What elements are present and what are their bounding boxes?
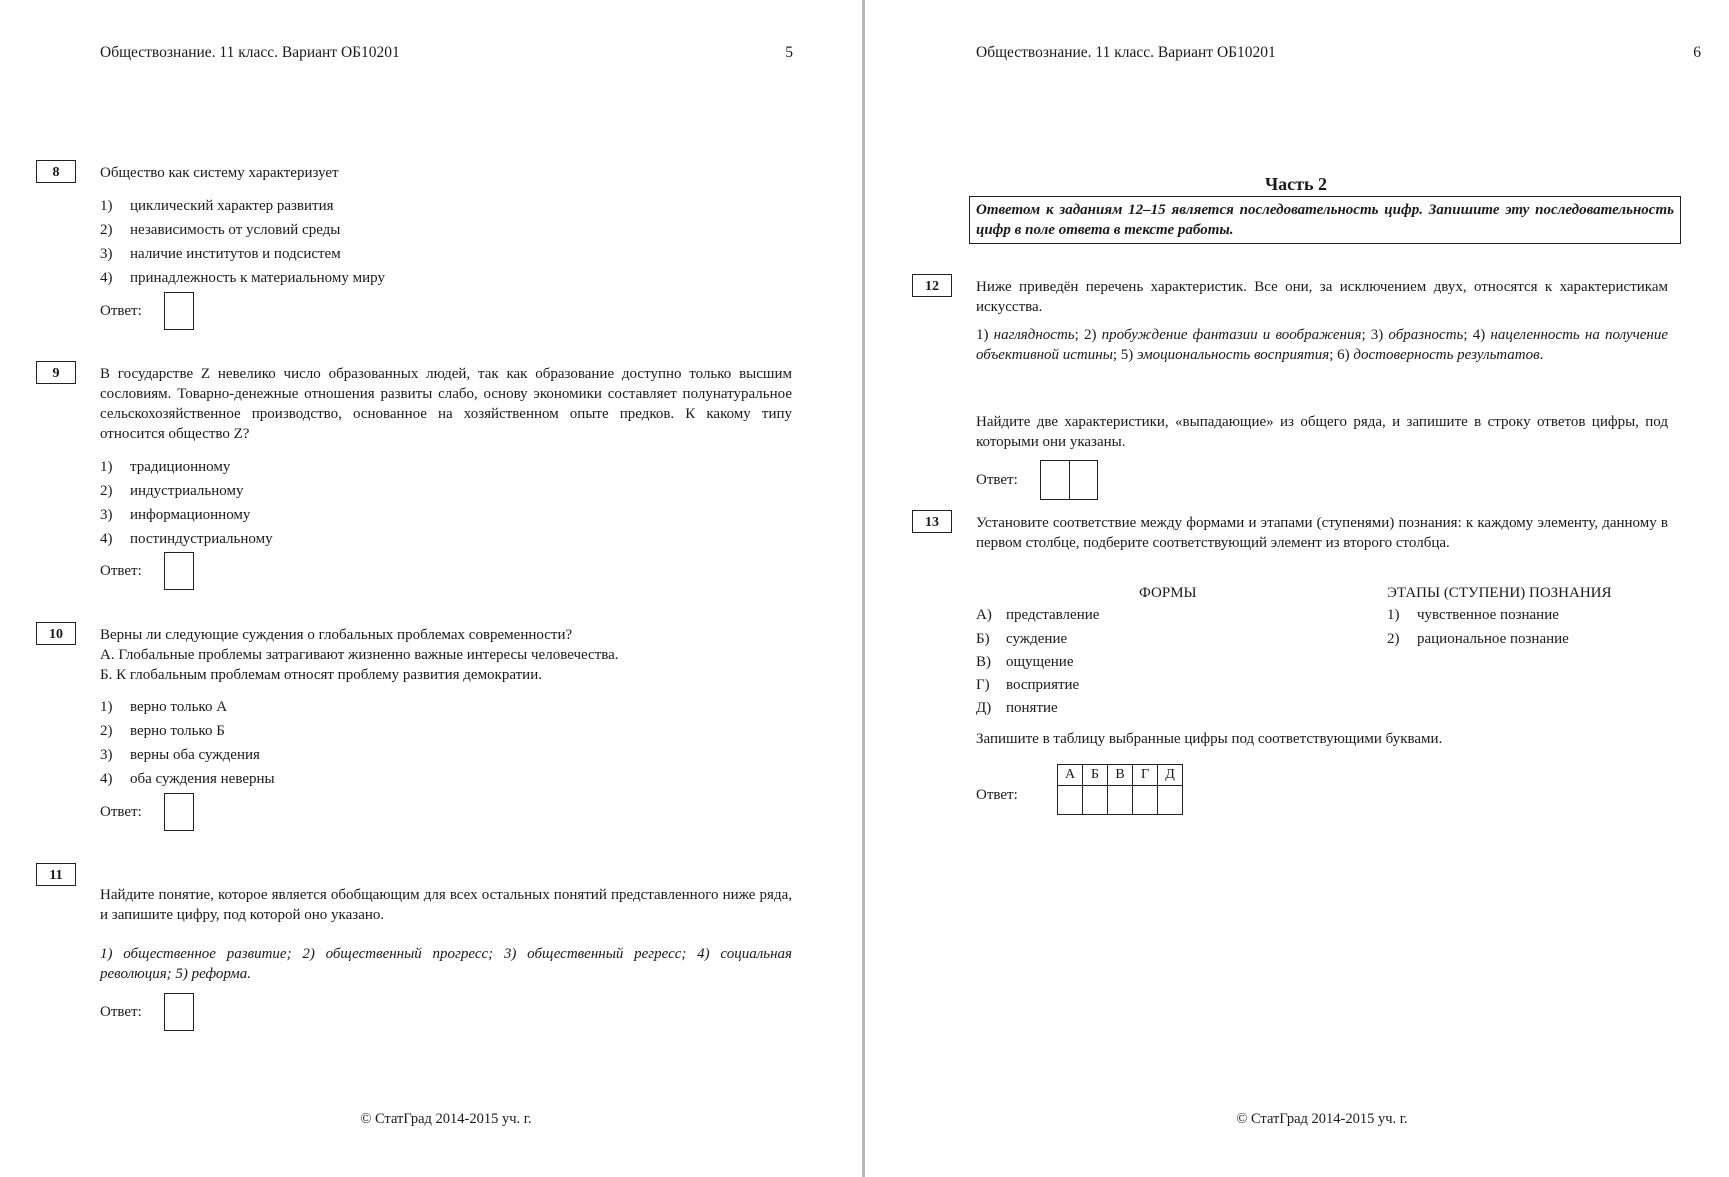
option-number: 4) <box>100 270 113 286</box>
option-text: верно только А <box>130 699 228 715</box>
answer-box-q9[interactable] <box>164 552 194 590</box>
item-sep: ; <box>1329 347 1334 363</box>
part-title: Часть 2 <box>1264 174 1328 194</box>
q9-option-4[interactable] <box>100 528 273 550</box>
item-sep: ; <box>1463 327 1468 343</box>
form-item-a <box>976 604 1099 626</box>
q10-option-4[interactable] <box>100 768 275 790</box>
item-number: 4) <box>1472 327 1486 343</box>
question-9-text: В государстве Z невелико число образованных людей, так как образование доступно только высшим сословиям. Товарно-денежные отношения развиты слабо, основу экономики составляет полунатуральное сельскохозяйственное производство, основанное на хозяйственном опыте предков. К какому типу относится общество Z? <box>100 366 792 442</box>
question-number-13: 13 <box>912 510 952 533</box>
stage-text: чувственное познание <box>1417 607 1559 623</box>
q8-option-1[interactable] <box>100 195 334 217</box>
option-number: 1) <box>100 198 113 214</box>
item-number: 1) <box>976 327 989 343</box>
page-footer: © СтатГрад 2014-2015 уч. г. <box>360 1111 532 1127</box>
question-number-8: 8 <box>36 160 76 183</box>
form-text: ощущение <box>1006 654 1074 670</box>
stage-number: 1) <box>1387 607 1400 623</box>
question-10-statement-a: А. Глобальные проблемы затрагивают жизненно важные интересы человечества. <box>100 647 619 663</box>
answer-cell[interactable] <box>1133 786 1158 815</box>
form-item-b <box>976 628 1067 650</box>
answer-label: Ответ: <box>100 563 142 579</box>
question-10-text: Верны ли следующие суждения о глобальных проблемах современности? <box>100 627 573 643</box>
page-divider <box>862 0 865 1177</box>
question-number-11: 11 <box>36 863 76 886</box>
column-header-forms: ФОРМЫ <box>1139 585 1197 601</box>
answer-label: Ответ: <box>976 787 1018 803</box>
item-text: пробуждение фантазии и воображения <box>1101 327 1362 343</box>
answer-cell[interactable] <box>1069 461 1097 499</box>
page-number: 6 <box>1693 44 1701 61</box>
item-sep: ; <box>1074 327 1079 343</box>
item-number: 2) <box>1083 327 1097 343</box>
form-letter: А) <box>976 607 992 623</box>
option-text: независимость от условий среды <box>130 222 341 238</box>
question-12-list <box>976 325 1668 365</box>
stage-number: 2) <box>1387 631 1400 647</box>
page-header: Обществознание. 11 класс. Вариант ОБ10201 <box>976 44 1276 61</box>
item-number: 6) <box>1337 347 1350 363</box>
stage-item-1 <box>1387 604 1559 626</box>
q10-option-3[interactable] <box>100 744 260 766</box>
option-number: 1) <box>100 459 113 475</box>
option-number: 4) <box>100 771 113 787</box>
item-sep: ; <box>1361 327 1366 343</box>
question-number-10: 10 <box>36 622 76 645</box>
stage-text: рациональное познание <box>1417 631 1569 647</box>
option-text: постиндустриальному <box>130 531 273 547</box>
question-13-text: Установите соответствие между формами и этапами (ступенями) познания: к каждому элементу, данному в первом столбце, подберите соответствующий элемент из второго столбца. <box>976 515 1668 551</box>
option-text: верно только Б <box>130 723 225 739</box>
option-number: 2) <box>100 483 113 499</box>
q8-option-2[interactable] <box>100 219 340 241</box>
item-text: эмоциональность восприятия <box>1137 347 1330 363</box>
stage-item-2 <box>1387 628 1569 650</box>
form-item-v <box>976 651 1073 673</box>
item-sep: . <box>1539 347 1544 363</box>
option-text: принадлежность к материальному миру <box>130 270 385 286</box>
table-letter: Д <box>1158 765 1183 786</box>
answer-cell[interactable] <box>1058 786 1083 815</box>
option-number: 1) <box>100 699 113 715</box>
question-number-12: 12 <box>912 274 952 297</box>
answer-box-q10[interactable] <box>164 793 194 831</box>
form-letter: Б) <box>976 631 990 647</box>
form-text: восприятие <box>1006 677 1080 693</box>
item-number: 5) <box>1120 347 1134 363</box>
page-header: Обществознание. 11 класс. Вариант ОБ10201 <box>100 44 400 61</box>
answer-label: Ответ: <box>100 804 142 820</box>
table-letter: Б <box>1083 765 1108 786</box>
option-number: 4) <box>100 531 113 547</box>
question-8-text: Общество как систему характеризует <box>100 165 339 181</box>
option-text: индустриальному <box>130 483 244 499</box>
answer-cell[interactable] <box>1158 786 1183 815</box>
option-number: 2) <box>100 222 113 238</box>
table-letter: Г <box>1133 765 1158 786</box>
q9-option-1[interactable] <box>100 456 230 478</box>
question-11-list: 1) общественное развитие; 2) общественный прогресс; 3) общественный регресс; 4) социальная революция; 5) реформа. <box>100 946 792 982</box>
option-text: верны оба суждения <box>130 747 260 763</box>
q9-option-3[interactable] <box>100 504 250 526</box>
option-number: 3) <box>100 246 113 262</box>
form-text: суждение <box>1006 631 1068 647</box>
option-number: 3) <box>100 507 113 523</box>
option-text: циклический характер развития <box>130 198 334 214</box>
table-letter: В <box>1108 765 1133 786</box>
item-text: наглядность <box>993 327 1075 343</box>
page-number: 5 <box>785 44 793 61</box>
question-10-statement-b: Б. К глобальным проблемам относят проблему развития демократии. <box>100 667 542 683</box>
table-letter: А <box>1058 765 1083 786</box>
item-text: нацеленность на получение объективной истины <box>976 327 1669 363</box>
item-text: достоверность результатов <box>1353 347 1540 363</box>
answer-cell[interactable] <box>1108 786 1133 815</box>
form-letter: Г) <box>976 677 990 693</box>
answer-box-q11[interactable] <box>164 993 194 1031</box>
page-right <box>866 0 1729 1177</box>
option-text: оба суждения неверны <box>130 771 275 787</box>
q10-option-1[interactable] <box>100 696 227 718</box>
q8-option-3[interactable] <box>100 243 341 265</box>
answer-label: Ответ: <box>976 472 1018 488</box>
q8-option-4[interactable] <box>100 267 385 289</box>
question-12-text: Ниже приведён перечень характеристик. Все они, за исключением двух, относятся к характеристикам искусства. <box>976 279 1668 315</box>
form-item-g <box>976 674 1079 696</box>
q10-option-2[interactable] <box>100 720 225 742</box>
question-number-9: 9 <box>36 361 76 384</box>
answer-cell[interactable] <box>1041 461 1069 499</box>
question-12-instruction: Найдите две характеристики, «выпадающие» из общего ряда, и запишите в строку ответов цифры, под которыми они указаны. <box>976 414 1668 450</box>
item-text: образность <box>1388 327 1464 343</box>
column-header-stages: ЭТАПЫ (СТУПЕНИ) ПОЗНАНИЯ <box>1387 585 1612 601</box>
form-letter: В) <box>976 654 991 670</box>
part-notice: Ответом к заданиям 12–15 является последовательность цифр. Запишите эту последовательность цифр в поле ответа в тексте работы. <box>969 196 1681 244</box>
item-sep: ; <box>1112 347 1118 363</box>
option-text: информационному <box>130 507 251 523</box>
answer-cell[interactable] <box>1083 786 1108 815</box>
page-left <box>0 0 862 1177</box>
answer-label: Ответ: <box>100 303 142 319</box>
form-text: представление <box>1006 607 1100 623</box>
answer-label: Ответ: <box>100 1004 142 1020</box>
option-number: 3) <box>100 747 113 763</box>
form-text: понятие <box>1006 700 1058 716</box>
form-item-d <box>976 697 1058 719</box>
answer-box-q8[interactable] <box>164 292 194 330</box>
option-number: 2) <box>100 723 113 739</box>
form-letter: Д) <box>976 700 992 716</box>
option-text: наличие институтов и подсистем <box>130 246 341 262</box>
item-number: 3) <box>1370 327 1384 343</box>
page-footer: © СтатГрад 2014-2015 уч. г. <box>1236 1111 1408 1127</box>
question-13-instruction: Запишите в таблицу выбранные цифры под соответствующими буквами. <box>976 731 1443 747</box>
q9-option-2[interactable] <box>100 480 243 502</box>
option-text: традиционному <box>130 459 231 475</box>
answer-table-q13 <box>1057 764 1183 815</box>
question-11-text: Найдите понятие, которое является обобщающим для всех остальных понятий представленного ниже ряда, и запишите цифру, под которой оно указано. <box>100 887 792 923</box>
answer-cells-q12[interactable] <box>1040 460 1098 500</box>
